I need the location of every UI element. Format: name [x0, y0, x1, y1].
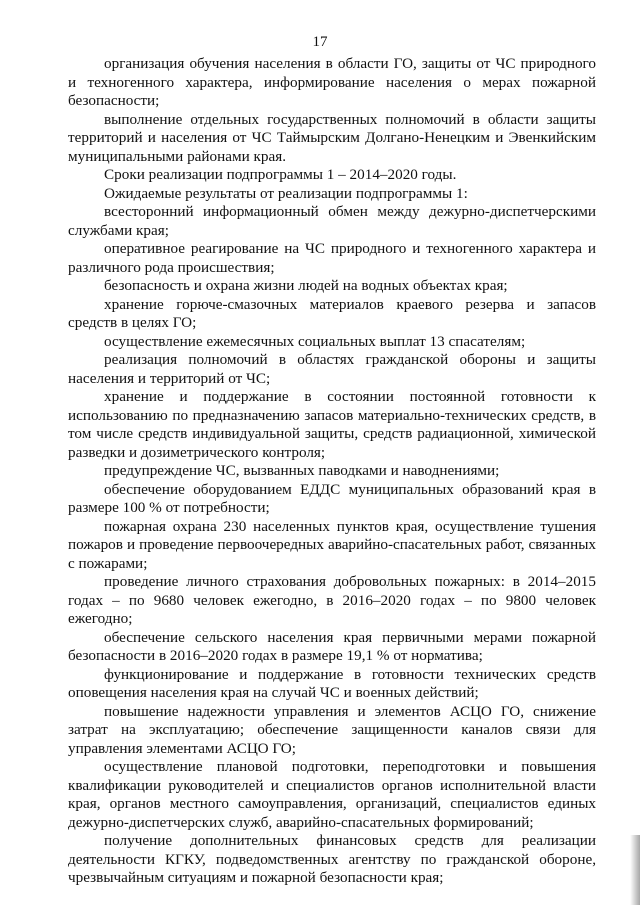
paragraph-rescuer-payments: осуществление ежемесячных социальных выплат 13 спасателям;	[104, 332, 526, 350]
scan-edge-shadow	[630, 835, 640, 905]
paragraph-staff-training: осуществление плановой подготовки, переподготовки и повышения квалификации руководителей и специалистов органов исполнительной власти края, органов местного самоуправления, организаций, специалистов единых дежурно-диспетчерских служб, аварийно-спасательных формирований;	[68, 758, 596, 831]
paragraph-flood-prevention: предупреждение ЧС, вызванных паводками и наводнениями;	[104, 462, 500, 479]
paragraph-edds-equipment: обеспечение оборудованием ЕДДС муниципальных образований края в размере 100 % от потребности;	[68, 480, 596, 516]
paragraph-expected-results-heading: Ожидаемые результаты от реализации подпрограммы 1:	[104, 184, 468, 202]
paragraph-implementation-period: Сроки реализации подпрограммы 1 – 2014–2020 годы.	[104, 166, 457, 183]
paragraph-fire-protection: пожарная охрана 230 населенных пунктов края, осуществление тушения пожаров и проведение первоочередных аварийно-спасательных работ, связанных с пожарами;	[68, 517, 596, 572]
paragraph-additional-funding: получение дополнительных финансовых средств для реализации деятельности КГКУ, подведомственных агентству по гражданской обороне, чрезвычайным ситуациям и пожарной безопасности края;	[68, 832, 596, 886]
page-number: 17	[312, 34, 328, 50]
body-text	[68, 55, 596, 888]
paragraph-asco-reliability: повышение надежности управления и элементов АСЦО ГО, снижение затрат на эксплуатацию; обеспечение защищенности каналов связи для управления элементами АСЦО ГО;	[68, 702, 596, 757]
paragraph-information-exchange: всесторонний информационный обмен между дежурно-диспетчерскими службами края;	[68, 203, 596, 239]
paragraph-fuel-storage: хранение горюче-смазочных материалов краевого резерва и запасов средств в целях ГО;	[68, 295, 596, 331]
paragraph-rapid-response: оперативное реагирование на ЧС природного и техногенного характера и различного рода происшествия;	[68, 240, 596, 276]
paragraph-warning-systems: функционирование и поддержание в готовности технических средств оповещения населения края на случай ЧС и военных действий;	[68, 665, 596, 701]
paragraph-state-powers: выполнение отдельных государственных полномочий в области защиты территорий и населения от ЧС Таймырским Долгано-Ненецким и Эвенкийским муниципальными районами края.	[68, 110, 596, 165]
paragraph-rural-fire-safety: обеспечение сельского населения края первичными мерами пожарной безопасности в 2016–2020 годах в размере 19,1 % от норматива;	[68, 628, 596, 664]
paragraph-population-training: организация обучения населения в области ГО, защиты от ЧС природного и техногенного характера, информирование населения о мерах пожарной безопасности;	[68, 55, 596, 109]
paragraph-water-safety: безопасность и охрана жизни людей на водных объектах края;	[104, 277, 508, 294]
paragraph-material-reserves: хранение и поддержание в состоянии постоянной готовности к использованию по предназначению запасов материально-технических средств, в том числе средств индивидуальной защиты, средств радиационной, химической разведки и дозиметрического контроля;	[68, 388, 596, 461]
paragraph-volunteer-insurance: проведение личного страхования добровольных пожарных: в 2014–2015 годах – по 9680 человек ежегодно, в 2016–2020 годах – по 9800 человек ежегодно;	[68, 573, 596, 627]
paragraph-civil-defense-powers: реализация полномочий в областях гражданской обороны и защиты населения и территорий от ЧС;	[68, 351, 596, 387]
